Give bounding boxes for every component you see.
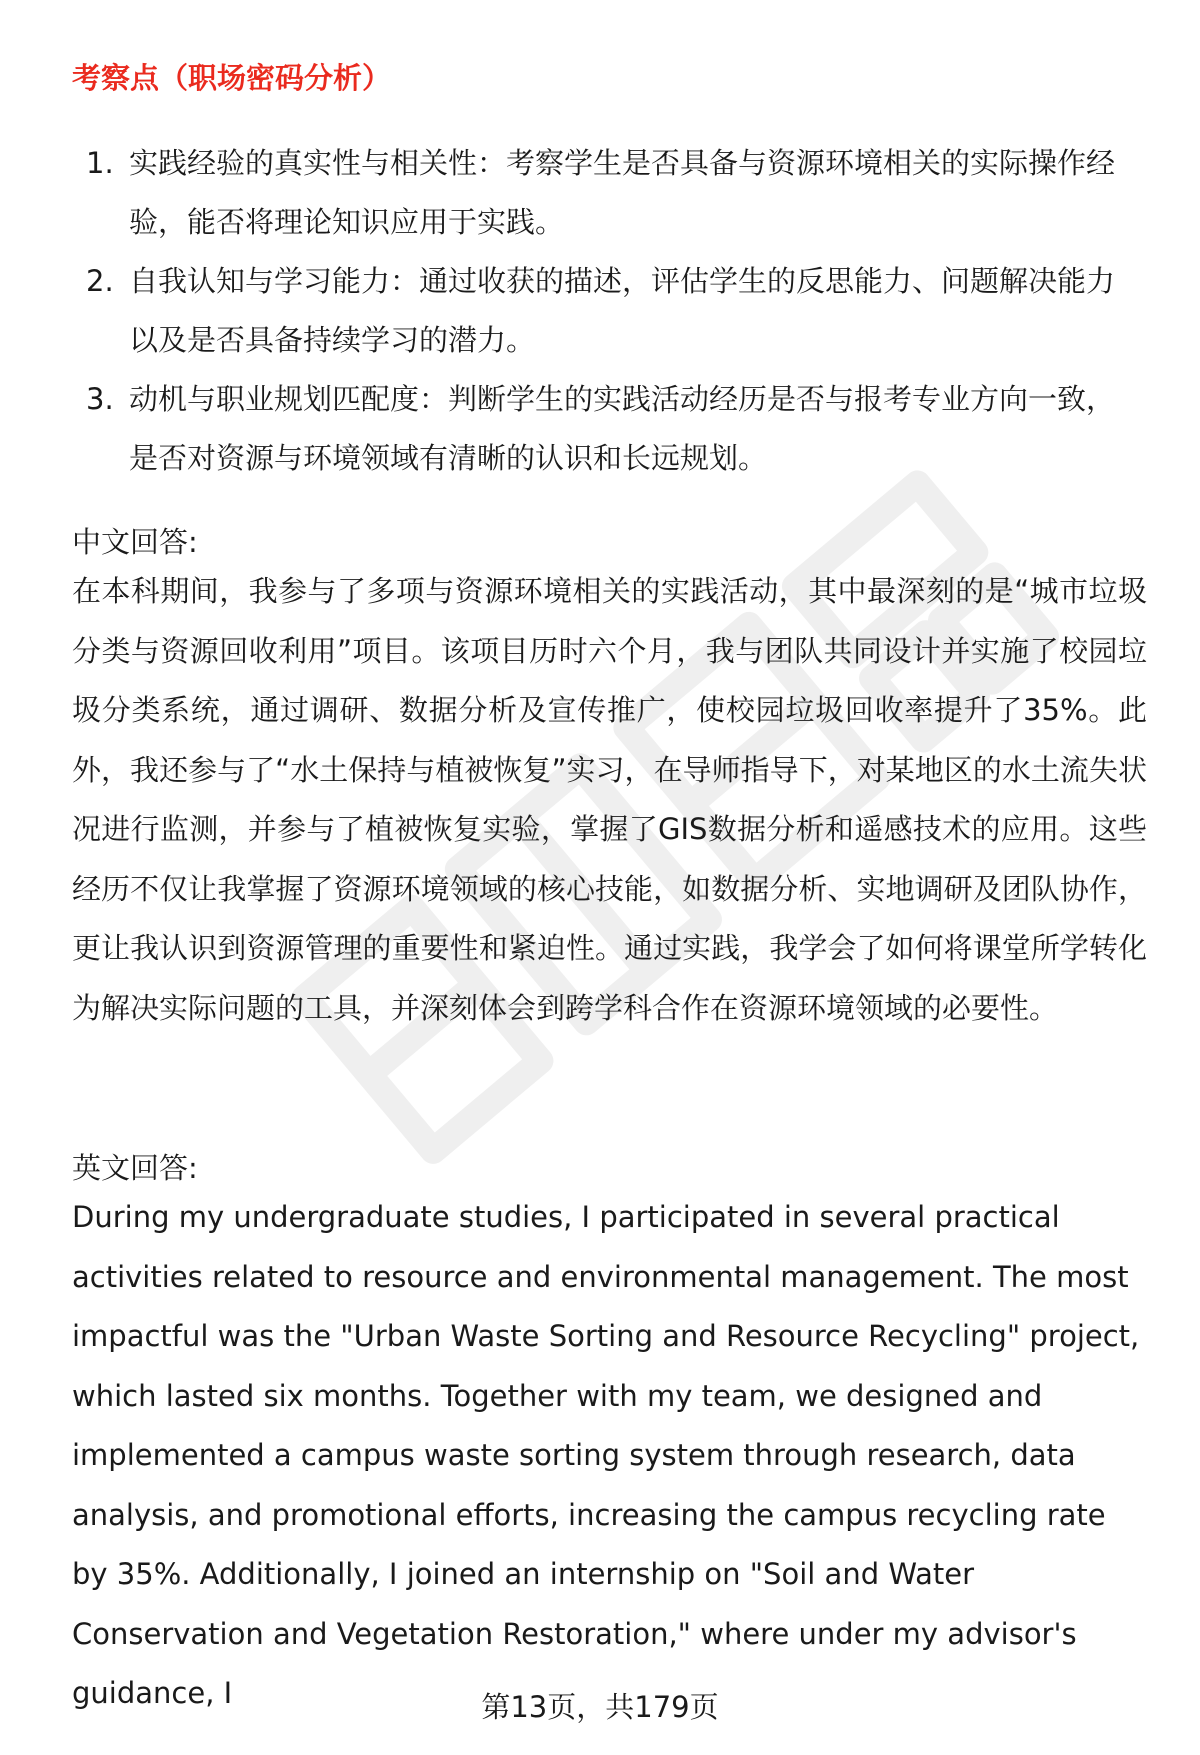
chinese-answer-section [72, 522, 1147, 1038]
list-item-text: 动机与职业规划匹配度：判断学生的实践活动经历是否与报考专业方向一致，是否对资源与环境领域有清晰的认识和长远规划。 [129, 382, 1116, 475]
chinese-answer-label: 中文回答: [72, 525, 198, 559]
list-item [72, 370, 1142, 488]
chinese-answer-text: 在本科期间，我参与了多项与资源环境相关的实践活动，其中最深刻的是“城市垃圾分类与资源回收利用”项目。该项目历时六个月，我与团队共同设计并实施了校园垃圾分类系统，通过调研、数据分析及宣传推广，使校园垃圾回收率提升了35%。此外，我还参与了“水土保持与植被恢复”实习，在导师指导下，对某地区的水土流失状况进行监测，并参与了植被恢复实验，掌握了GIS数据分析和遥感技术的应用。这些经历不仅让我掌握了资源环境领域的核心技能，如数据分析、实地调研及团队协作，更让我认识到资源管理的重要性和紧迫性。通过实践，我学会了如何将课堂所学转化为解决实际问题的工具，并深刻体会到跨学科合作在资源环境领域的必要性。 [72, 574, 1147, 1025]
section-title: 考察点（职场密码分析） [72, 61, 392, 95]
list-item-number: 1. [86, 146, 114, 180]
list-item [72, 252, 1142, 370]
list-item-text: 实践经验的真实性与相关性：考察学生是否具备与资源环境相关的实际操作经验，能否将理论知识应用于实践。 [129, 146, 1116, 239]
list-item-number: 3. [86, 382, 114, 416]
english-answer-label: 英文回答: [72, 1151, 198, 1185]
english-answer-section [72, 1148, 1147, 1724]
list-item-number: 2. [86, 264, 114, 298]
list-item [72, 134, 1142, 252]
assessment-points-list [72, 134, 1142, 488]
list-item-text: 自我认知与学习能力：通过收获的描述，评估学生的反思能力、问题解决能力以及是否具备持续学习的潜力。 [129, 264, 1116, 357]
page-number: 第13页，共179页 [481, 1690, 719, 1724]
english-answer-text: During my undergraduate studies, I participated in several practical activities related to resource and environmental management. The most impactful was the "Urban Waste Sorting and Resource Recycling" project, which lasted six months. Together with my team, we designed and implemented a campus waste sorting system through research, data analysis, and promotional efforts, increasing the campus recycling rate by 35%. Additionally, I joined an internship on "Soil and Water Conservation and Vegetation Restoration," where under my advisor's guidance, I [72, 1200, 1140, 1710]
